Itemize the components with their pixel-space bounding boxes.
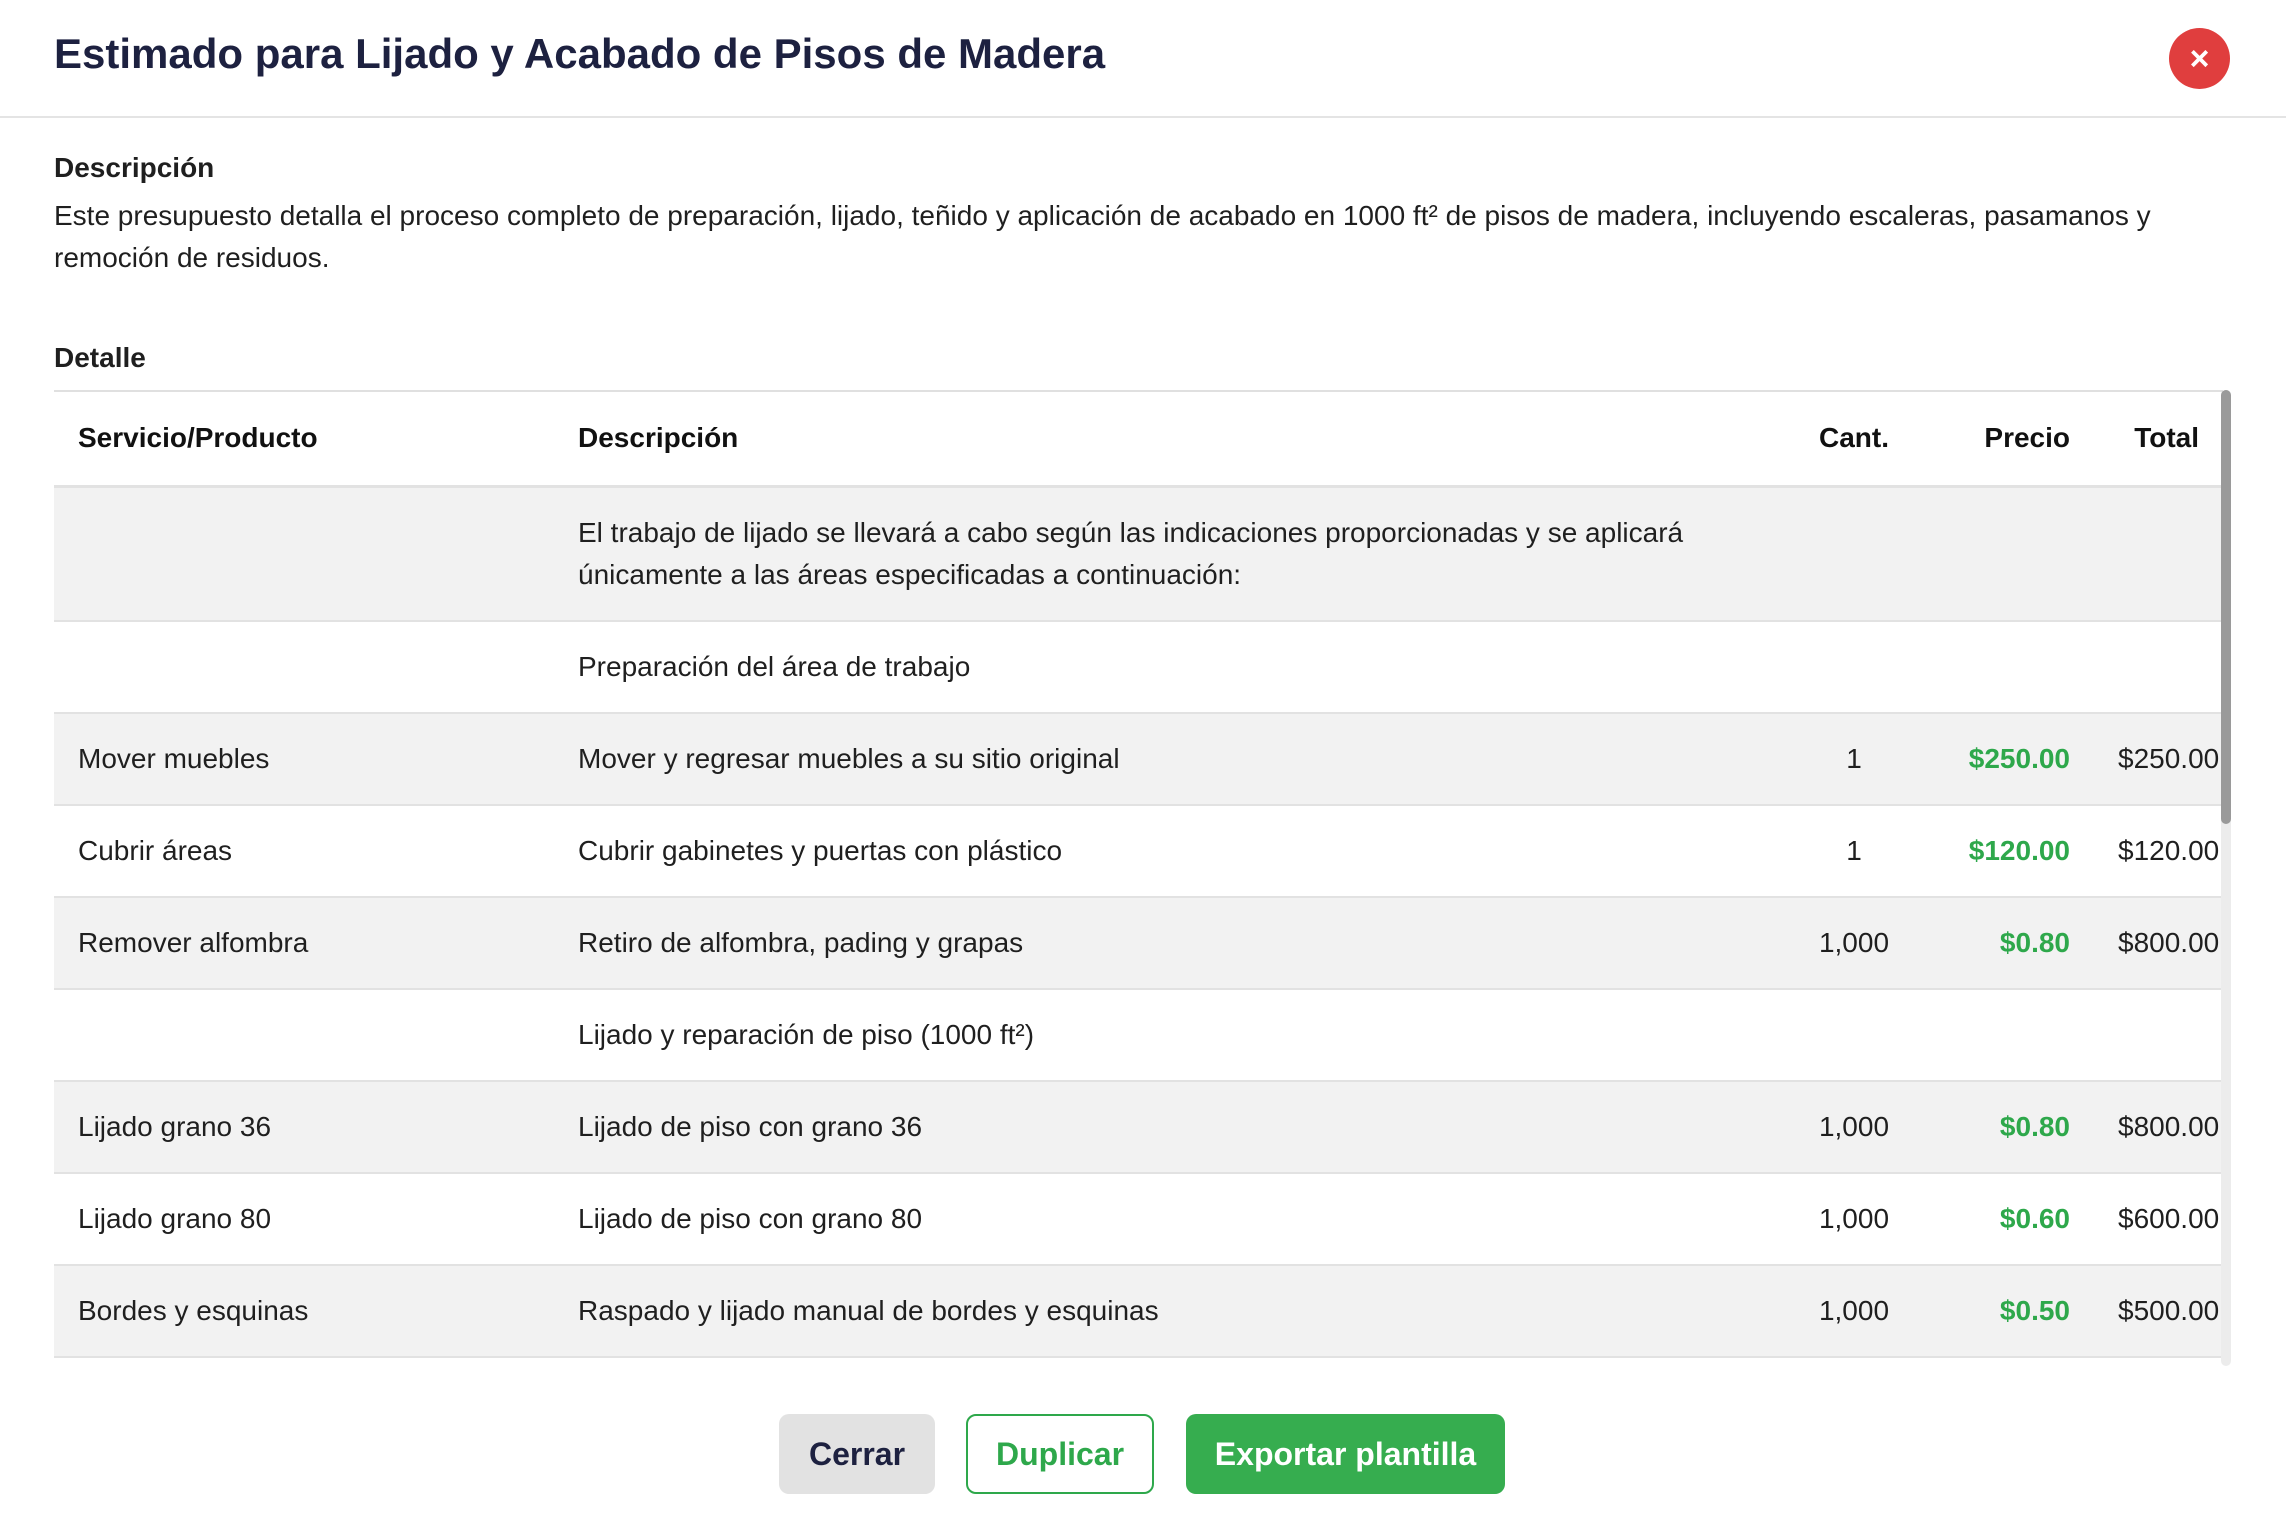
cell-service: Cubrir áreas (54, 805, 554, 897)
cell-description: Raspado y lijado manual de bordes y esquinas (554, 1265, 1774, 1357)
column-header-qty: Cant. (1819, 422, 1889, 454)
cell-description: Preparación del área de trabajo (554, 621, 1774, 713)
cell-description: El trabajo de lijado se llevará a cabo según las indicaciones proporcionadas y se aplicará únicamente a las áreas especificadas a continuación: (554, 486, 1774, 621)
cell-description: Mover y regresar muebles a su sitio original (554, 713, 1774, 805)
table-row (54, 486, 2223, 621)
scrollbar-thumb[interactable] (2221, 390, 2231, 824)
cell-price (1934, 989, 2094, 1081)
cell-price (1934, 486, 2094, 621)
cell-service: Bordes y esquinas (54, 1265, 554, 1357)
cell-total: $250.00 (2094, 713, 2223, 805)
cell-qty: 1,000 (1774, 1173, 1934, 1265)
cell-qty (1774, 486, 1934, 621)
table-scrollbar[interactable] (2221, 390, 2231, 1366)
cell-service: Lijado grano 80 (54, 1173, 554, 1265)
column-header-price: Precio (1984, 422, 2070, 454)
column-header-total: Total (2134, 422, 2199, 454)
cell-qty: 1 (1774, 805, 1934, 897)
cell-total: $120.00 (2094, 805, 2223, 897)
cell-description: Retiro de alfombra, pading y grapas (554, 897, 1774, 989)
column-header-description: Descripción (578, 422, 739, 454)
cell-price: $120.00 (1934, 805, 2094, 897)
modal-header (0, 0, 2286, 118)
cell-price: $0.80 (1934, 897, 2094, 989)
table-row (54, 1173, 2223, 1265)
table-row (54, 805, 2223, 897)
cell-service (54, 989, 554, 1081)
cell-description: Cubrir gabinetes y puertas con plástico (554, 805, 1774, 897)
table-row (54, 713, 2223, 805)
cell-total: $600.00 (2094, 1173, 2223, 1265)
cell-qty: 1,000 (1774, 1081, 1934, 1173)
table-row (54, 621, 2223, 713)
cell-total (2094, 989, 2223, 1081)
duplicate-button[interactable]: Duplicar (966, 1414, 1154, 1494)
cell-qty: 1,000 (1774, 1265, 1934, 1357)
cell-service: Mover muebles (54, 713, 554, 805)
column-header-service: Servicio/Producto (78, 422, 318, 454)
cell-service: Lijado grano 36 (54, 1081, 554, 1173)
cell-total (2094, 486, 2223, 621)
cell-description: Lijado de piso con grano 36 (554, 1081, 1774, 1173)
cell-price: $0.80 (1934, 1081, 2094, 1173)
close-icon[interactable]: × (2169, 28, 2230, 89)
table-row (54, 1081, 2223, 1173)
cell-qty: 1,000 (1774, 897, 1934, 989)
table-row (54, 989, 2223, 1081)
cell-description: Lijado de piso con grano 80 (554, 1173, 1774, 1265)
description-label: Descripción (54, 152, 215, 183)
table-row (54, 897, 2223, 989)
cell-qty (1774, 989, 1934, 1081)
cell-total: $500.00 (2094, 1265, 2223, 1357)
cell-price (1934, 621, 2094, 713)
cell-price: $0.60 (1934, 1173, 2094, 1265)
cell-total: $800.00 (2094, 1081, 2223, 1173)
description-text: Este presupuesto detalla el proceso completo de preparación, lijado, teñido y aplicación de acabado en 1000 ft² de pisos de madera, incluyendo escaleras, pasamanos y remoción de residuos. (54, 200, 2151, 273)
detail-table (54, 392, 2223, 1358)
table-header-row (54, 392, 2223, 486)
cell-service: Remover alfombra (54, 897, 554, 989)
table-row (54, 1265, 2223, 1357)
export-template-button[interactable]: Exportar plantilla (1186, 1414, 1505, 1494)
detail-table-container[interactable] (54, 390, 2223, 1360)
cell-service (54, 486, 554, 621)
cell-price: $0.50 (1934, 1265, 2094, 1357)
cell-qty: 1 (1774, 713, 1934, 805)
cell-price: $250.00 (1934, 713, 2094, 805)
cell-qty (1774, 621, 1934, 713)
modal-title: Estimado para Lijado y Acabado de Pisos de Madera (54, 30, 1106, 77)
close-button[interactable]: Cerrar (779, 1414, 935, 1494)
cell-total: $800.00 (2094, 897, 2223, 989)
cell-description: Lijado y reparación de piso (1000 ft²) (554, 989, 1774, 1081)
detail-label: Detalle (54, 342, 146, 373)
cell-service (54, 621, 554, 713)
cell-total (2094, 621, 2223, 713)
